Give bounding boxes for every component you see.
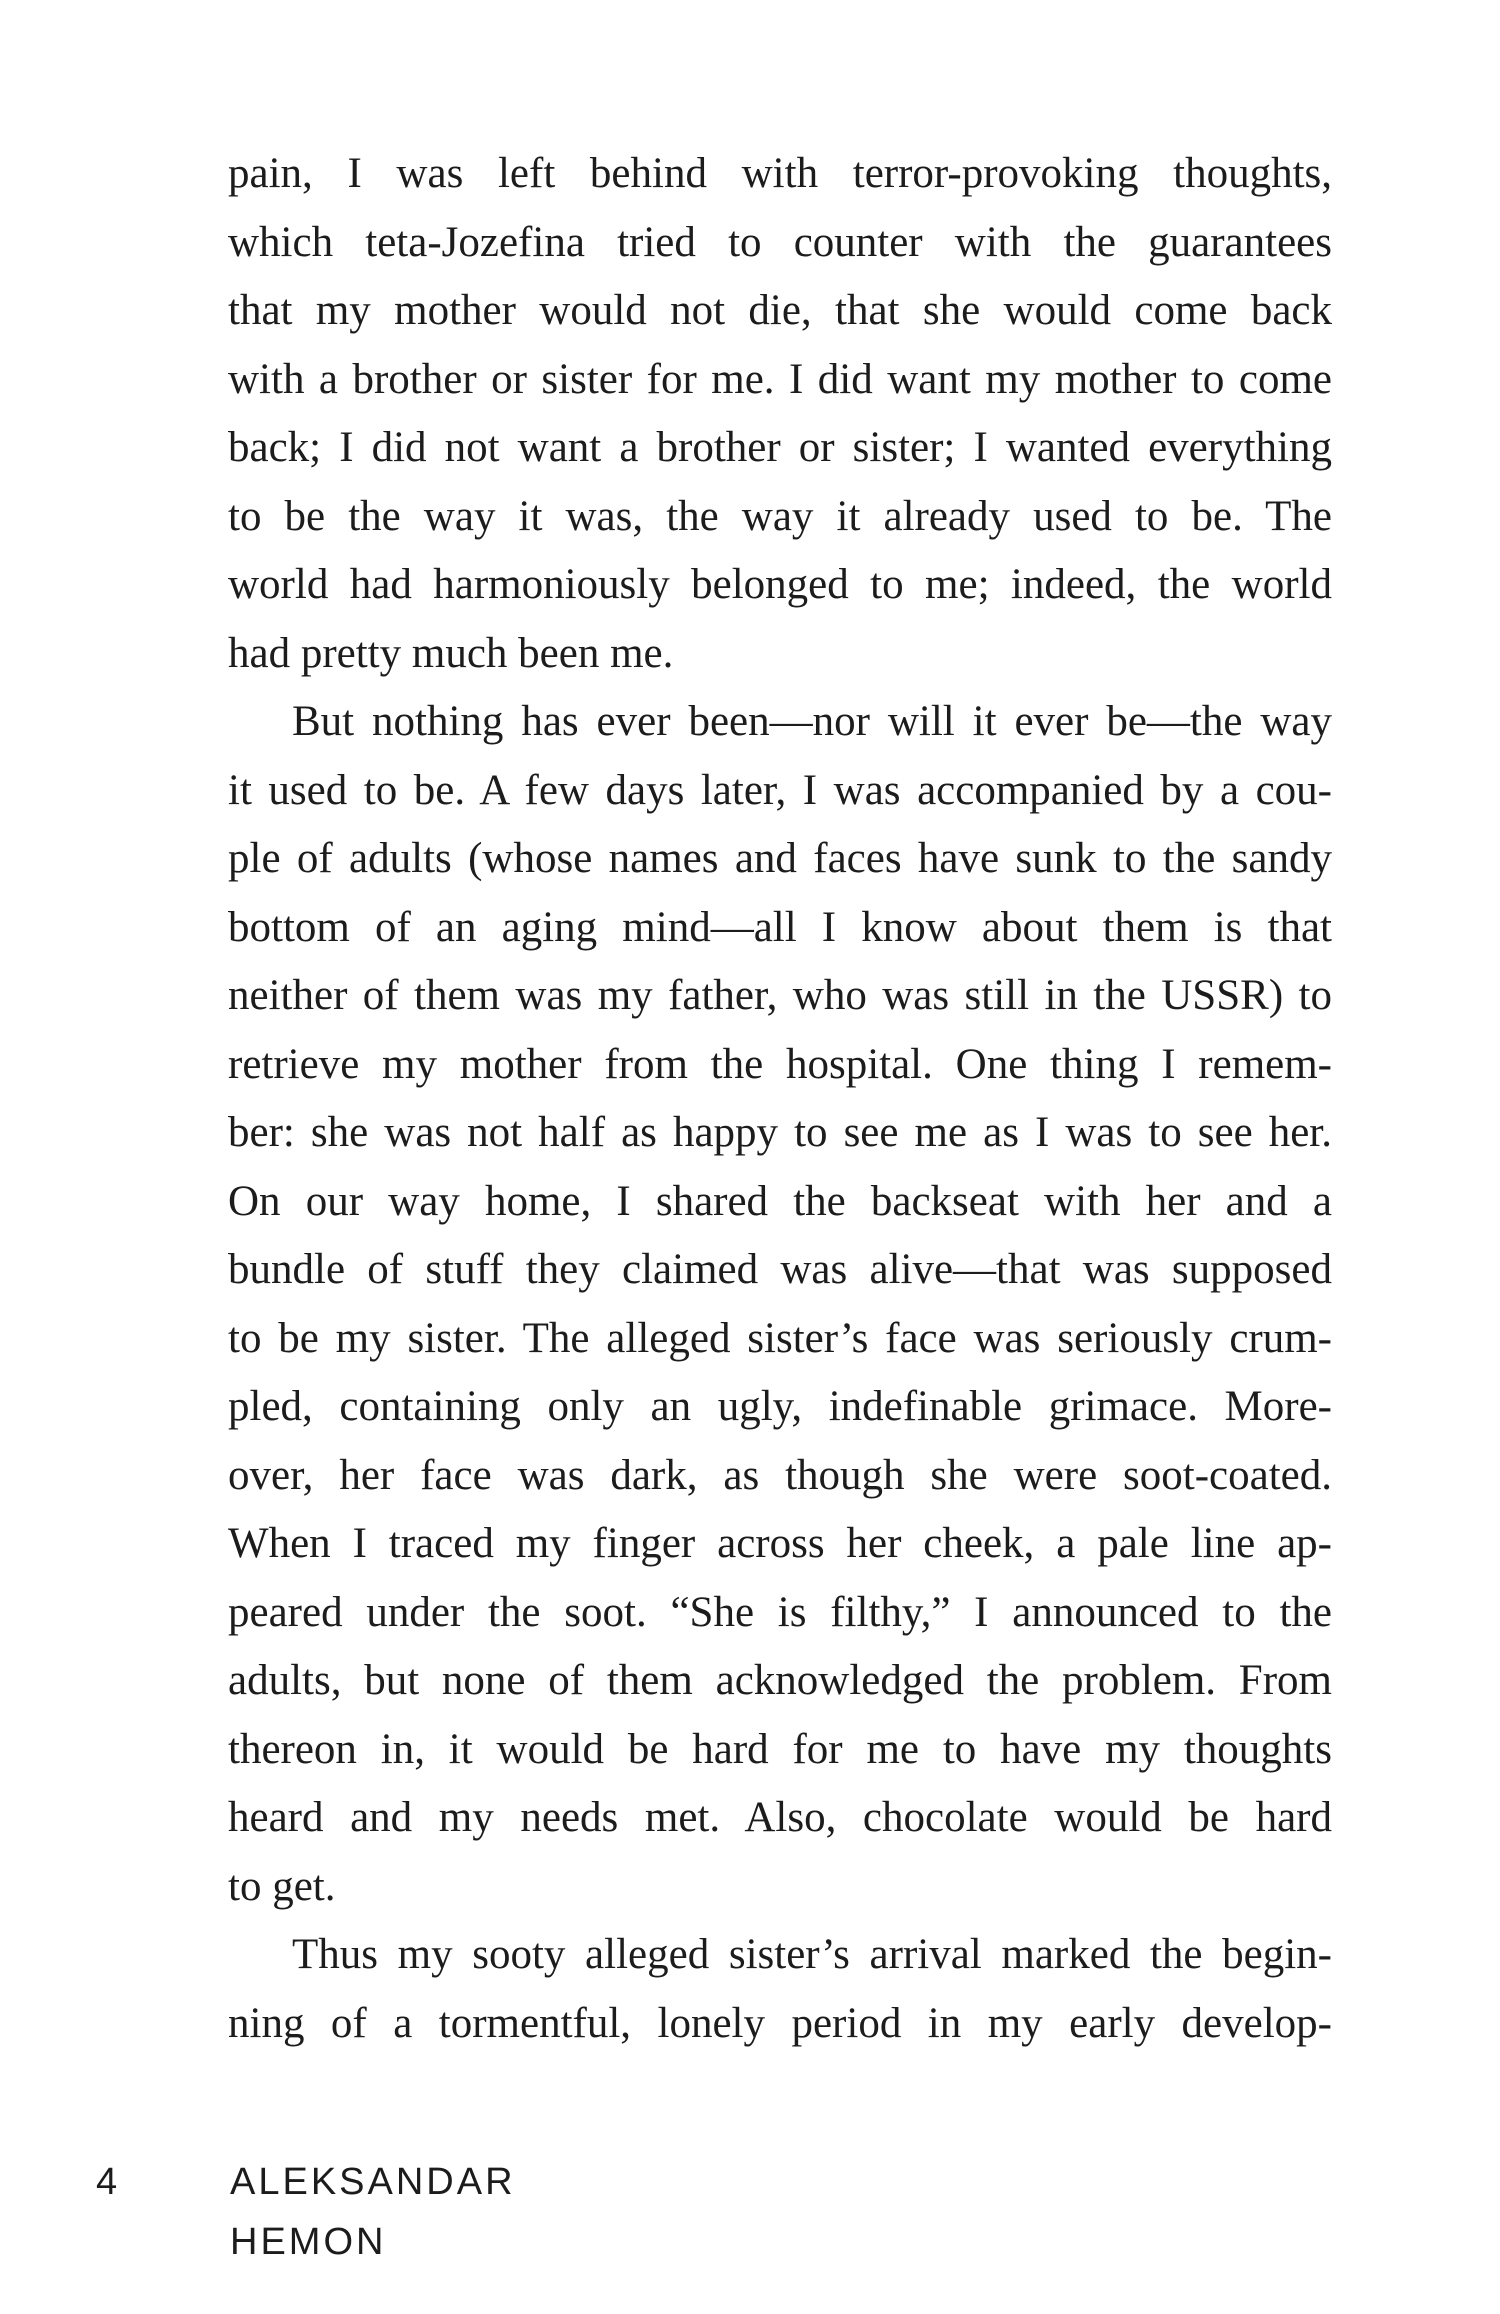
text-line: peared under the soot. “She is filthy,” I announced to the [228,1588,1332,1636]
text-line: with a brother or sister for me. I did want my mother to come [228,355,1332,403]
text-line: neither of them was my father, who was still in the USSR) to [228,972,1332,1019]
text-line: over, her face was dark, as though she were soot-coated. [228,1451,1332,1499]
text-line: had pretty much been me. [228,629,674,677]
text-line: bundle of stuff they claimed was alive—that was supposed [228,1246,1332,1293]
text-line: that my mother would not die, that she would come back [228,287,1332,334]
text-line: to get. [228,1862,336,1910]
page-number: 4 [96,2161,118,2203]
text-line: world had harmoniously belonged to me; indeed, the world [228,561,1332,608]
text-line: it used to be. A few days later, I was accompanied by a cou- [228,766,1332,814]
text-line: retrieve my mother from the hospital. One thing I remem- [228,1040,1332,1088]
text-line: thereon in, it would be hard for me to have my thoughts [228,1725,1332,1773]
text-line: ning of a tormentful, lonely period in my early develop- [228,1999,1332,2047]
text-line: When I traced my finger across her cheek, a pale line ap- [228,1520,1332,1567]
body-text [228,140,1332,2058]
text-line: pled, containing only an ugly, indefinable grimace. More- [228,1383,1332,1430]
text-line: bottom of an aging mind—all I know about them is that [228,903,1332,951]
text-line: to be my sister. The alleged sister’s face was seriously crum- [228,1314,1332,1362]
text-line: ber: she was not half as happy to see me as I was to see her. [228,1109,1332,1156]
text-line: Thus my sooty alleged sister’s arrival marked the begin- [292,1931,1332,1978]
text-line: On our way home, I shared the backseat with her and a [228,1177,1332,1225]
running-head-author: ALEKSANDAR HEMON [230,2161,516,2263]
text-line: which teta-Jozefina tried to counter with the guarantees [228,218,1332,266]
text-line: back; I did not want a brother or sister; I wanted everything [228,424,1332,471]
text-line: ple of adults (whose names and faces have sunk to the sandy [228,835,1332,882]
text-line: pain, I was left behind with terror-provoking thoughts, [228,150,1332,197]
text-line: adults, but none of them acknowledged the problem. From [228,1657,1332,1704]
text-line: heard and my needs met. Also, chocolate would be hard [228,1794,1332,1841]
text-line: But nothing has ever been—nor will it ever be—the way [292,698,1332,745]
text-line: to be the way it was, the way it already used to be. The [228,492,1332,540]
